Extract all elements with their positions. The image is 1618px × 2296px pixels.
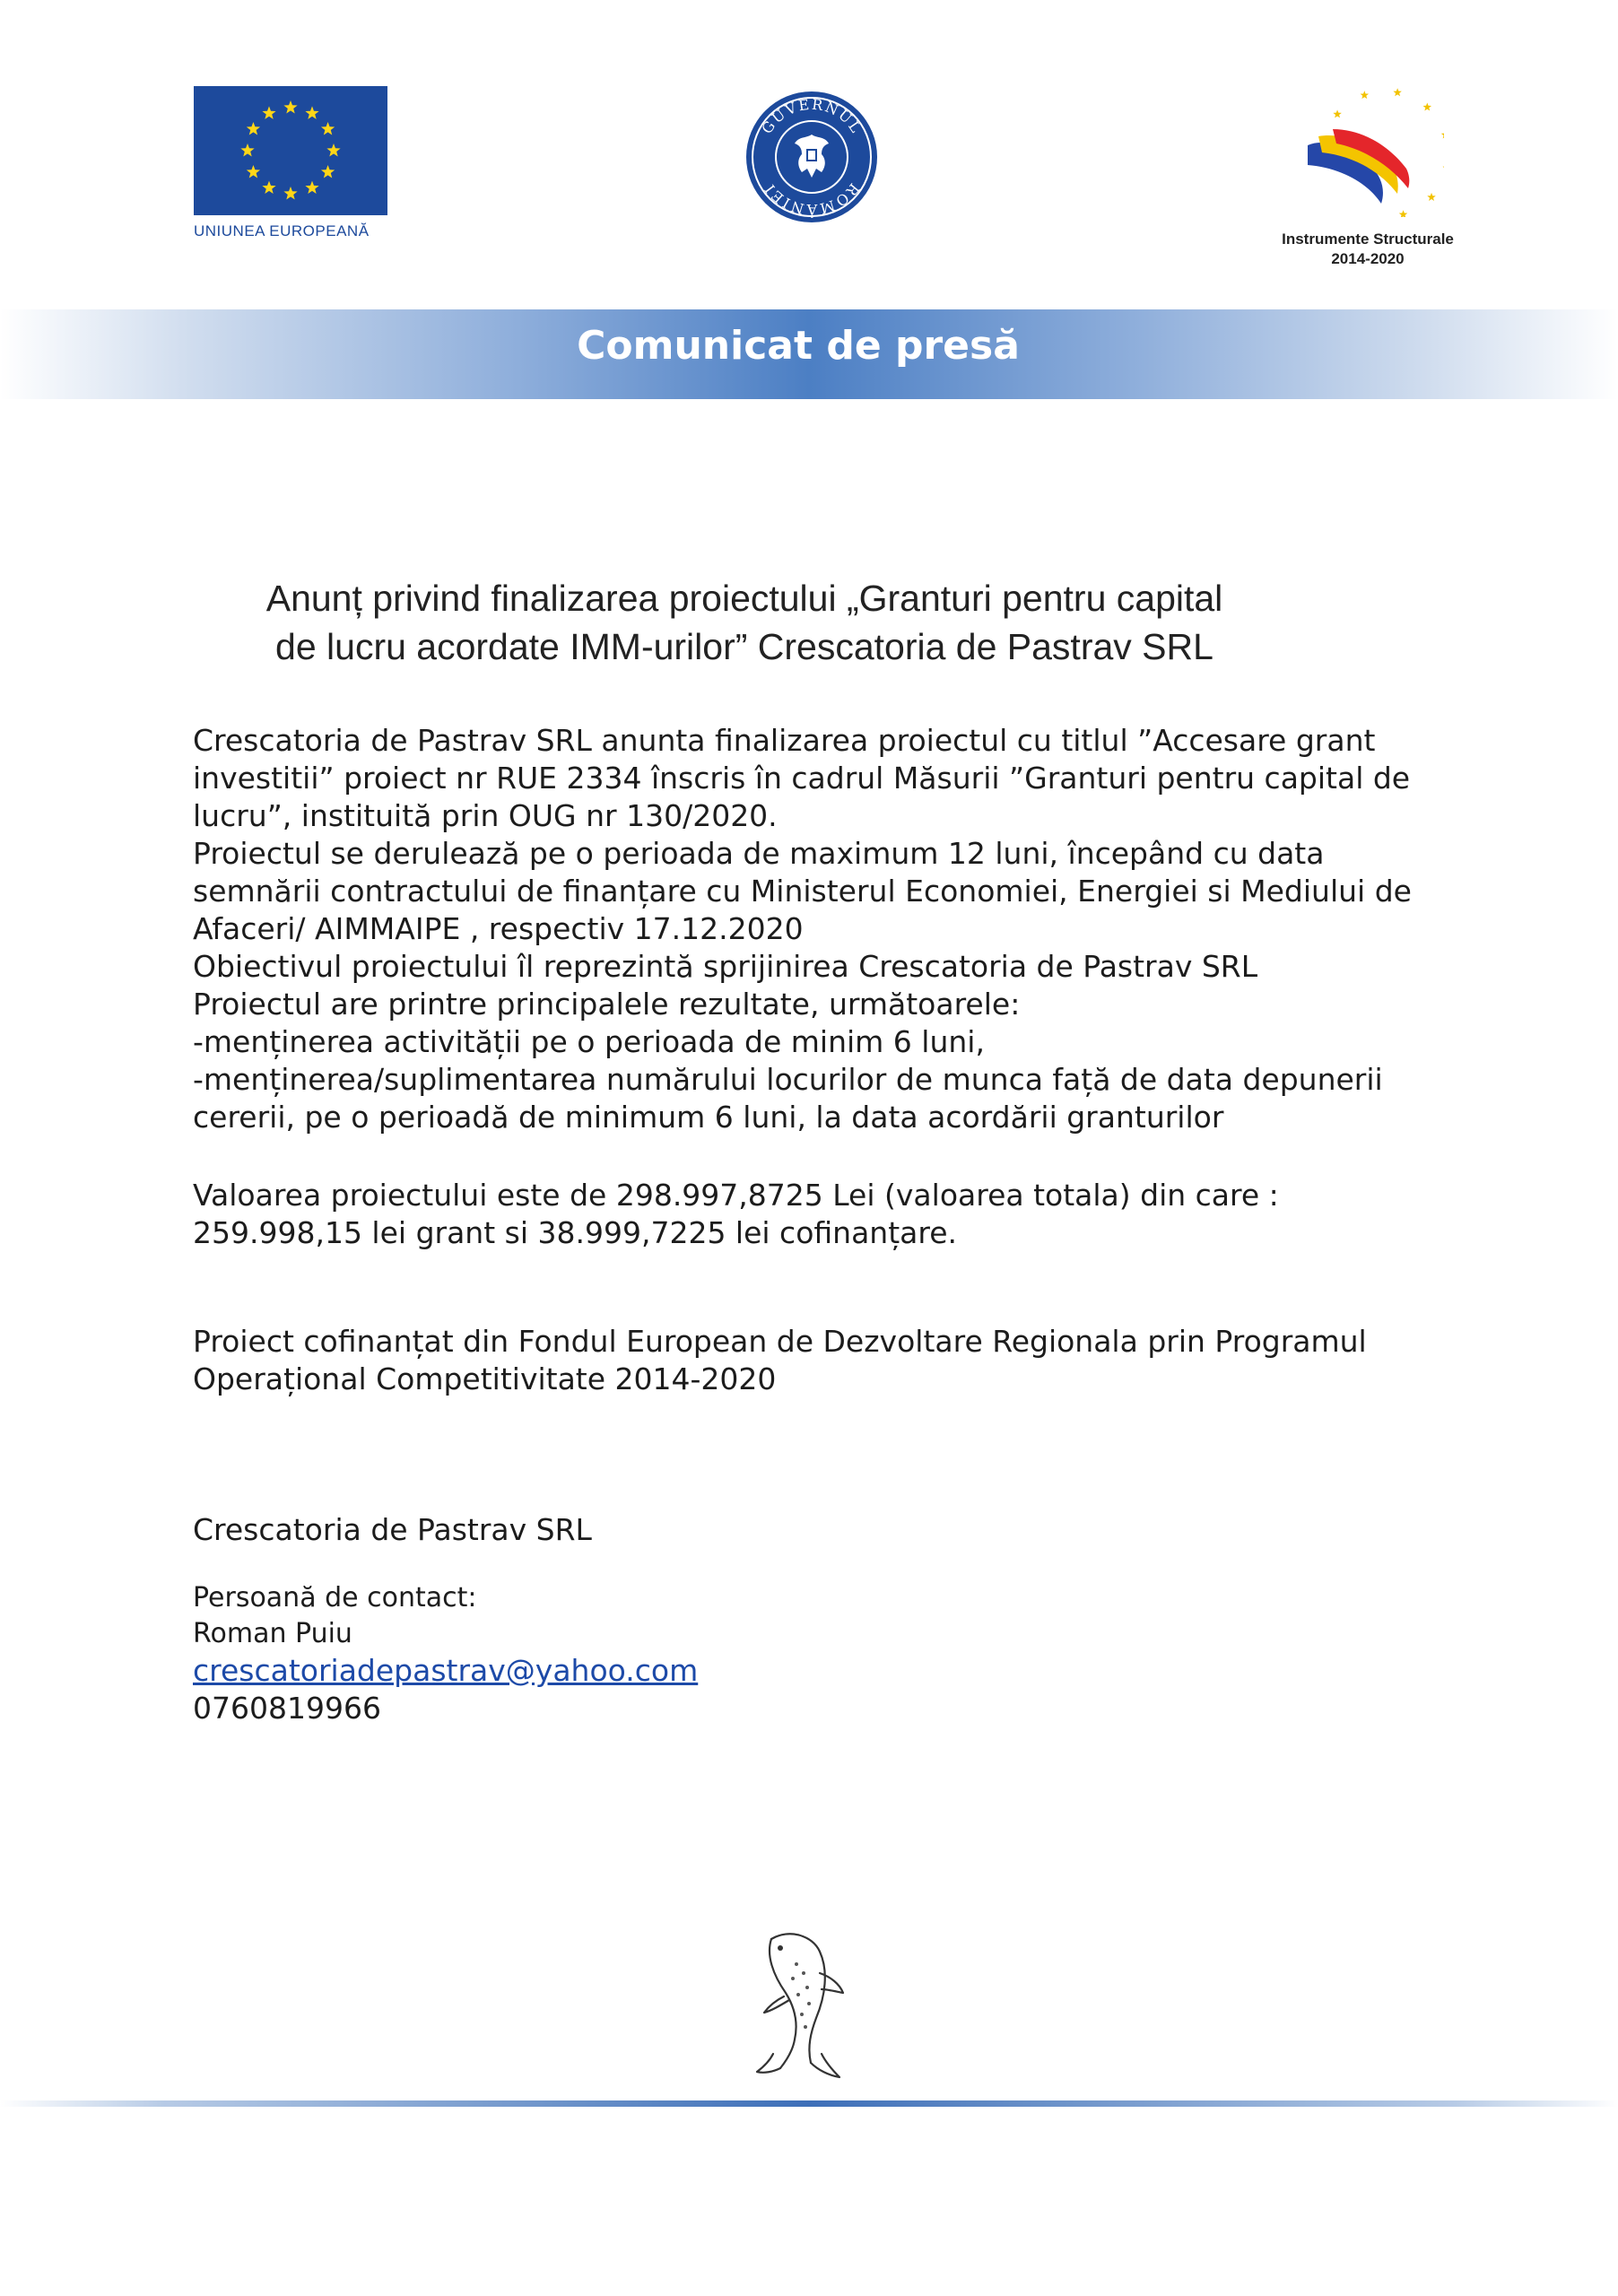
eu-star <box>326 144 340 156</box>
is-star <box>1427 193 1436 201</box>
eu-star <box>305 181 318 194</box>
eu-label: UNIUNEA EUROPEANĂ <box>194 222 370 239</box>
body-line: Afaceri/ AIMMAIPE , respectiv 17.12.2020 <box>193 911 804 946</box>
seal-text-top: GUVERNUL <box>758 95 866 137</box>
footer-divider <box>0 2100 1618 2107</box>
contact-name: Roman Puiu <box>193 1618 352 1649</box>
headline-line1: Anunț privind finalizarea proiectului „Granturi pentru capital <box>265 578 1223 619</box>
body-line: 259.998,15 lei grant si 38.999,7225 lei cofinanțare. <box>193 1215 958 1250</box>
is-star <box>1441 130 1444 138</box>
trout-logo <box>753 1928 852 2081</box>
body-line: -menținerea/suplimentarea numărului locurilor de munca față de data depunerii <box>193 1062 1383 1097</box>
eu-star <box>305 106 318 118</box>
eu-star <box>321 122 335 135</box>
company-name: Crescatoria de Pastrav SRL <box>193 1512 592 1547</box>
headline-line2: de lucru acordate IMM-urilor” Crescatoria de Pastrav SRL <box>275 626 1214 667</box>
eu-star <box>247 122 260 135</box>
is-star <box>1361 91 1370 99</box>
is-label-line1: Instrumente Structurale <box>1282 230 1454 248</box>
body-line: lucru”, instituită prin OUG nr 130/2020. <box>193 798 778 833</box>
structural-instruments-label <box>1238 230 1498 269</box>
eu-star <box>283 187 297 199</box>
seal-text-bottom: ROMÂNIEI <box>760 179 864 219</box>
body-line: Valoarea proiectului este de 298.997,8725 Lei (valoarea totala) din care : <box>193 1178 1279 1213</box>
eu-star <box>262 181 275 194</box>
eu-star <box>262 106 275 118</box>
body-line: investitii” proiect nr RUE 2334 înscris în cadrul Măsurii ”Granturi pentru capital de <box>193 761 1411 796</box>
body-line: Operațional Competitivitate 2014-2020 <box>193 1361 777 1396</box>
structural-instruments-logo <box>1292 83 1444 217</box>
is-star <box>1333 109 1342 117</box>
trout-icon <box>753 1928 852 2081</box>
body-line: Proiectul are printre principalele rezultate, următoarele: <box>193 987 1021 1022</box>
eu-star <box>240 144 254 156</box>
body-line: Crescatoria de Pastrav SRL anunta finalizarea proiectul cu titlul ”Accesare grant <box>193 723 1376 758</box>
body-line: Obiectivul proiectului îl reprezintă sprijinirea Crescatoria de Pastrav SRL <box>193 949 1258 984</box>
eu-flag-logo <box>194 86 387 215</box>
eu-star <box>321 165 335 178</box>
contact-email-link[interactable]: crescatoriadepastrav@yahoo.com <box>193 1653 699 1688</box>
is-star <box>1423 102 1432 110</box>
is-star <box>1393 88 1402 96</box>
is-label-line2: 2014-2020 <box>1331 250 1405 267</box>
eu-star <box>247 165 260 178</box>
body-line: cererii, pe o perioadă de minimum 6 luni, la data acordării granturilor <box>193 1100 1224 1135</box>
banner-title: Comunicat de presă <box>577 323 1020 369</box>
body-line: -menținerea activității pe o perioada de minim 6 luni, <box>193 1024 985 1059</box>
is-star <box>1443 163 1444 171</box>
body-line: Proiectul se derulează pe o perioada de maximum 12 luni, începând cu data <box>193 836 1325 871</box>
body-line: Proiect cofinanțat din Fondul European de Dezvoltare Regionala prin Programul <box>193 1324 1367 1359</box>
cofinancing-paragraph <box>193 1323 1484 1398</box>
eu-stars-icon <box>194 86 387 215</box>
government-seal-logo <box>744 90 879 224</box>
contact-phone: 0760819966 <box>193 1691 381 1726</box>
eu-star <box>283 100 297 113</box>
is-star <box>1399 210 1408 217</box>
contact-block <box>193 1580 1090 1727</box>
project-value-paragraph <box>193 1177 1484 1252</box>
body-paragraph-1 <box>193 722 1484 1136</box>
contact-label: Persoană de contact: <box>193 1582 477 1613</box>
body-line: semnării contractului de finanțare cu Ministerul Economiei, Energiei si Mediului de <box>193 874 1412 909</box>
announcement-headline <box>161 574 1327 671</box>
